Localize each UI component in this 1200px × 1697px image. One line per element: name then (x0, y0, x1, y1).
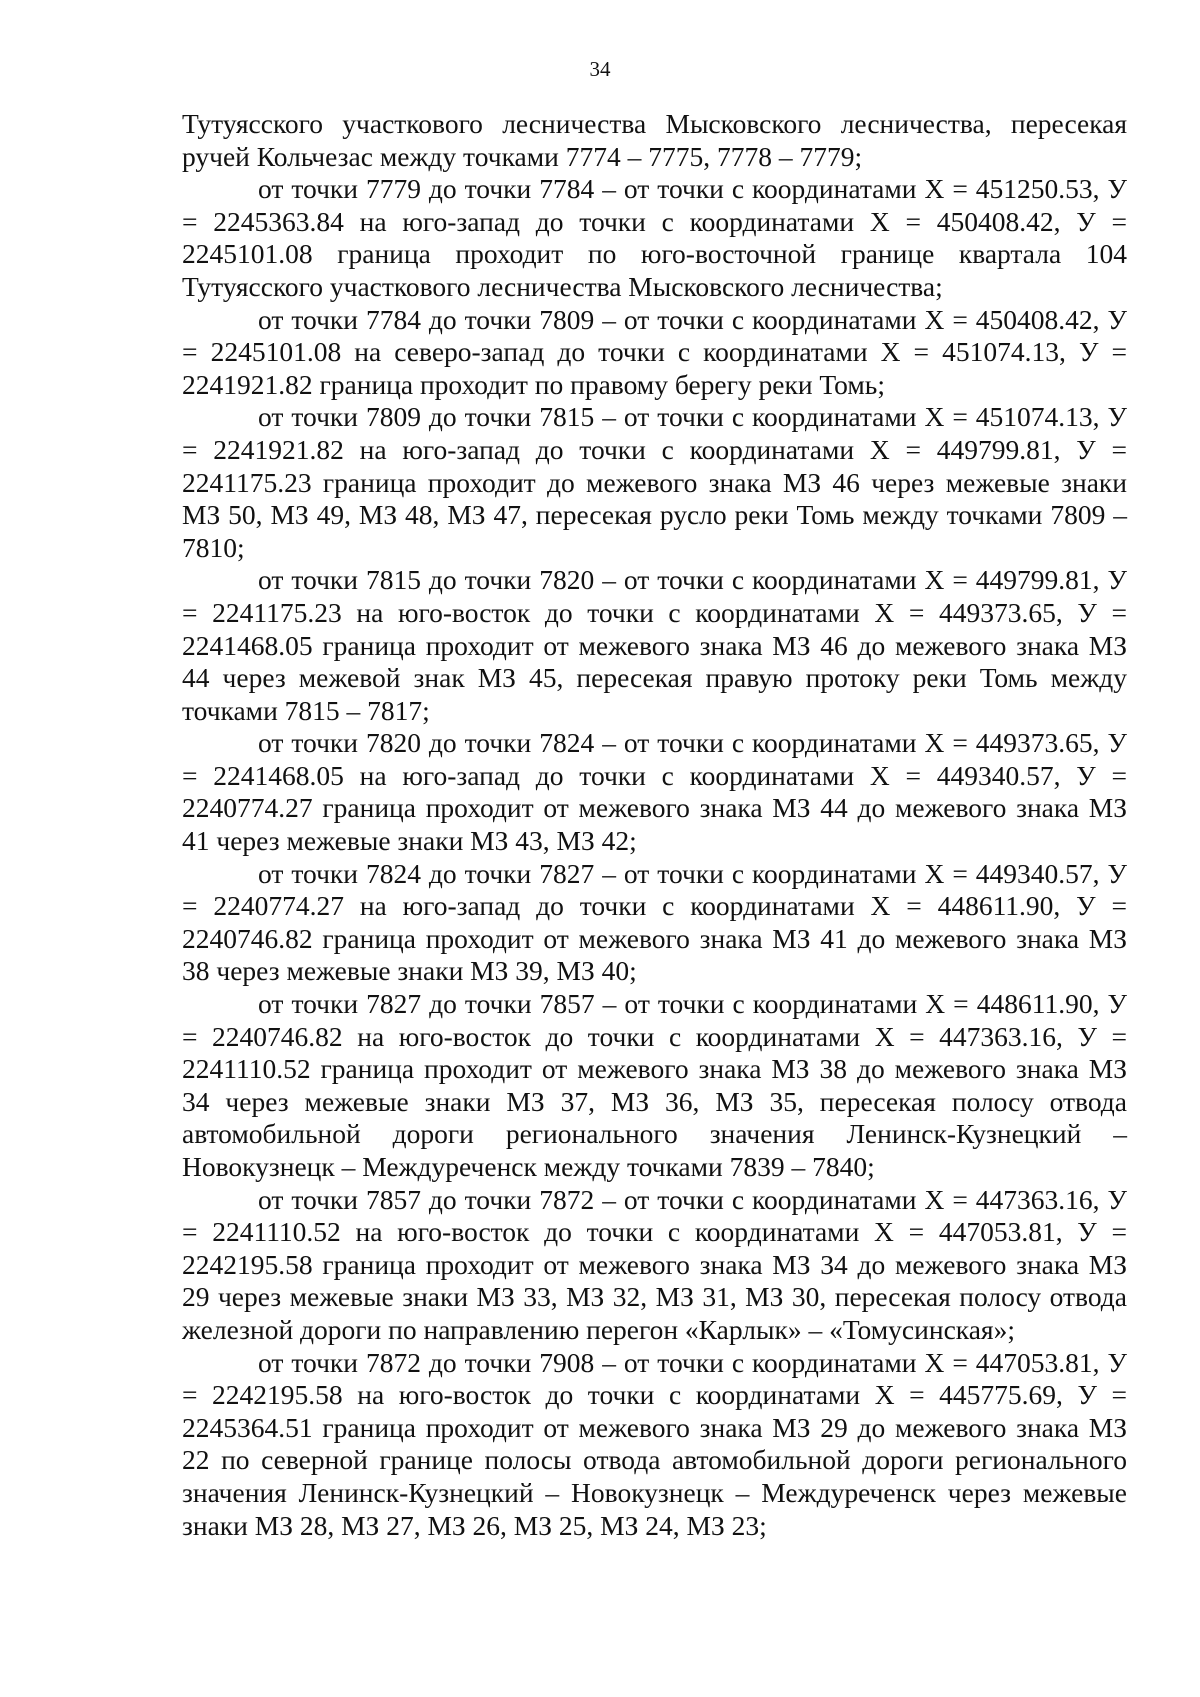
paragraph-segment-7872-7908: от точки 7872 до точки 7908 – от точки с координатами X = 447053.81, У = 2242195.58 на юго-восток до точки с координатами X = 445775.69, У = 2245364.51 граница проходит от межевого знака МЗ 29 до межевого знака МЗ 22 по северной границе полосы отвода автомобильной дороги регионального значения Ленинск-Кузнецкий – Новокузнецк – Междуреченск через межевые знаки МЗ 28, МЗ 27, МЗ 26, МЗ 25, МЗ 24, МЗ 23; (182, 1346, 1127, 1541)
paragraph-segment-7820-7824: от точки 7820 до точки 7824 – от точки с координатами X = 449373.65, У = 2241468.05 на юго-запад до точки с координатами X = 449340.57, У = 2240774.27 граница проходит от межевого знака МЗ 44 до межевого знака МЗ 41 через межевые знаки МЗ 43, МЗ 42; (182, 727, 1127, 857)
paragraph-segment-7824-7827: от точки 7824 до точки 7827 – от точки с координатами X = 449340.57, У = 2240774.27 на юго-запад до точки с координатами X = 448611.90, У = 2240746.82 граница проходит от межевого знака МЗ 41 до межевого знака МЗ 38 через межевые знаки МЗ 39, МЗ 40; (182, 857, 1127, 987)
paragraph-continuation: Тутуясского участкового лесничества Мысковского лесничества, пересекая ручей Кольчезас между точками 7774 – 7775, 7778 – 7779; (182, 108, 1127, 172)
document-body (182, 108, 1127, 1542)
paragraph-segment-7809-7815: от точки 7809 до точки 7815 – от точки с координатами X = 451074.13, У = 2241921.82 на юго-запад до точки с координатами X = 449799.81, У = 2241175.23 граница проходит до межевого знака МЗ 46 через межевые знаки МЗ 50, МЗ 49, МЗ 48, МЗ 47, пересекая русло реки Томь между точками 7809 – 7810; (182, 401, 1127, 563)
paragraph-segment-7857-7872: от точки 7857 до точки 7872 – от точки с координатами X = 447363.16, У = 2241110.52 на юго-восток до точки с координатами X = 447053.81, У = 2242195.58 граница проходит от межевого знака МЗ 34 до межевого знака МЗ 29 через межевые знаки МЗ 33, МЗ 32, МЗ 31, МЗ 30, пересекая полосу отвода железной дороги по направлению перегон «Карлык» – «Томусинская»; (182, 1183, 1127, 1345)
page-number: 34 (589, 57, 611, 81)
paragraph-segment-7779-7784: от точки 7779 до точки 7784 – от точки с координатами X = 451250.53, У = 2245363.84 на юго-запад до точки с координатами X = 450408.42, У = 2245101.08 граница проходит по юго-восточной границе квартала 104 Тутуясского участкового лесничества Мысковского лесничества; (182, 173, 1127, 302)
paragraph-segment-7815-7820: от точки 7815 до точки 7820 – от точки с координатами X = 449799.81, У = 2241175.23 на юго-восток до точки с координатами X = 449373.65, У = 2241468.05 граница проходит от межевого знака МЗ 46 до межевого знака МЗ 44 через межевой знак МЗ 45, пересекая правую протоку реки Томь между точками 7815 – 7817; (182, 564, 1127, 726)
paragraph-segment-7784-7809: от точки 7784 до точки 7809 – от точки с координатами X = 450408.42, У = 2245101.08 на северо-запад до точки с координатами X = 451074.13, У = 2241921.82 граница проходит по правому берегу реки Томь; (182, 303, 1127, 400)
paragraph-segment-7827-7857: от точки 7827 до точки 7857 – от точки с координатами X = 448611.90, У = 2240746.82 на юго-восток до точки с координатами X = 447363.16, У = 2241110.52 граница проходит от межевого знака МЗ 38 до межевого знака МЗ 34 через межевые знаки МЗ 37, МЗ 36, МЗ 35, пересекая полосу отвода автомобильной дороги регионального значения Ленинск-Кузнецкий – Новокузнецк – Междуреченск между точками 7839 – 7840; (182, 988, 1127, 1182)
